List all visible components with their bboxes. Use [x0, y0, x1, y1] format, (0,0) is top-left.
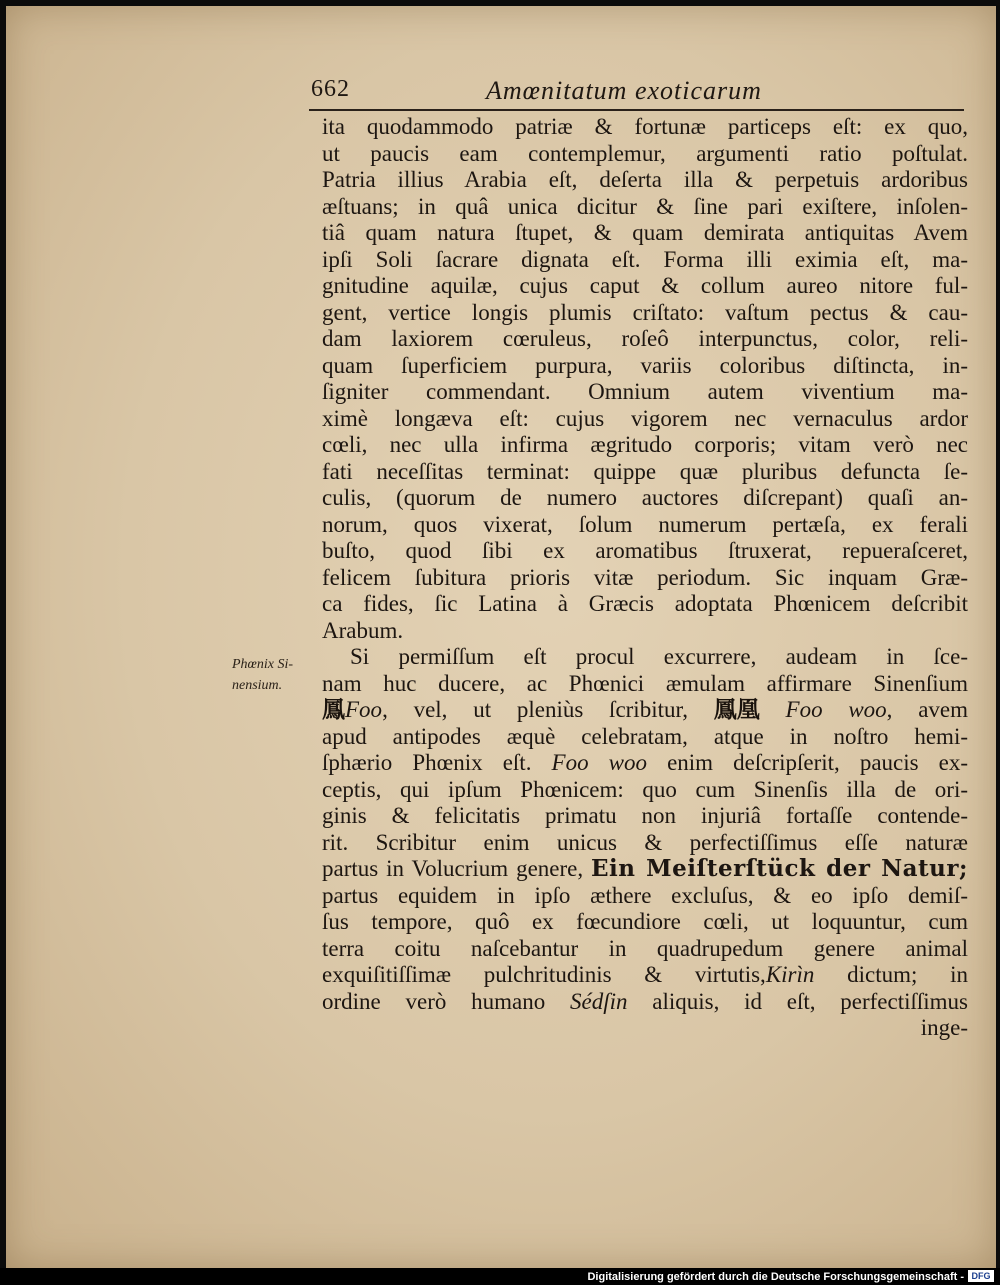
- text-line: ginis & felicitatis primatu non injuriâ fortaſſe contende-: [322, 803, 968, 828]
- text-line: [322, 697, 968, 724]
- text-line: rit. Scribitur enim unicus & perfectiſſimus eſſe naturæ: [322, 829, 968, 855]
- marginal-note-line: nensium.: [232, 678, 283, 693]
- fraktur-phrase: Ein Meiſterſtück der Natur;: [591, 855, 968, 882]
- text-line: quam ſuperficiem purpura, variis coloribus diſtincta, in-: [322, 352, 968, 378]
- text-span: partus in Volucrium genere,: [322, 856, 584, 881]
- text-line: apud antipodes æquè celebratam, atque in noſtro hemi-: [322, 723, 968, 749]
- text-line: [322, 989, 968, 1016]
- text-span: aliquis, id eſt, perfectiſſimus: [652, 988, 969, 1014]
- page-number: 662: [311, 76, 350, 102]
- text-line: buſto, quod ſibi ex aromatibus ſtruxerat, repueraſceret,: [322, 538, 968, 563]
- text-span: , avem: [886, 697, 968, 722]
- text-line: ximè longæva eſt: cujus vigorem nec vernaculus ardor: [322, 405, 968, 431]
- text-line: tiâ quam natura ſtupet, & quam demirata antiquitas Avem: [322, 220, 968, 245]
- romanized-foo-woo: Foo woo: [785, 697, 887, 722]
- romanized-kirin: Kirìn: [765, 962, 815, 987]
- text-line: ſus tempore, quô ex fœcundiore cœli, ut loquuntur, cum: [322, 909, 968, 934]
- book-page: [6, 6, 996, 1268]
- romanized-foo: Foo: [345, 697, 383, 722]
- running-title: Amœnitatum exoticarum: [486, 76, 762, 105]
- text-line: fati neceſſitas terminat: quippe quæ pluribus defuncta ſe-: [322, 458, 968, 484]
- marginal-note-line: Phœnix Si-: [232, 657, 294, 672]
- text-line: [322, 750, 968, 777]
- dfg-logo: DFG: [968, 1270, 994, 1282]
- body-text: [322, 114, 968, 1042]
- text-span: exquiſitiſſimæ pulchritudinis & virtutis,: [322, 962, 766, 987]
- text-line: felicem ſubitura prioris vitæ periodum. Sic inquam Græ-: [322, 564, 968, 590]
- text-span: enim deſcripſerit, paucis ex-: [667, 750, 969, 775]
- text-line: ca fides, ſic Latina à Græcis adoptata Phœnicem deſcribit: [322, 591, 968, 616]
- text-line: ita quodammodo patriæ & fortunæ particeps eſt: ex quo,: [322, 114, 968, 139]
- text-line: norum, quos vixerat, ſolum numerum pertæſa, ex ferali: [322, 511, 968, 537]
- chinese-characters-fenghuang: 鳳凰: [713, 697, 760, 723]
- text-line: ceptis, qui ipſum Phœnicem: quo cum Sinenſis illa de ori-: [322, 776, 968, 802]
- chinese-character-feng: 鳳: [322, 697, 345, 723]
- text-span: ordine verò humano: [322, 988, 546, 1014]
- text-line: ipſi Soli ſacrare dignata eſt. Forma illi eximia eſt, ma-: [322, 246, 968, 272]
- text-line: Patria illius Arabia eſt, deſerta illa & perpetuis ardoribus: [322, 167, 968, 192]
- text-line: culis, (quorum de numero auctores diſcrepant) quaſi an-: [322, 485, 968, 510]
- text-line: cœli, nec ulla infirma ægritudo corporis; vitam verò nec: [322, 432, 968, 457]
- marginal-note: [232, 654, 322, 696]
- text-line: nam huc ducere, ac Phœnici æmulam affirmare Sinenſium: [322, 670, 968, 696]
- text-line: partus equidem in ipſo æthere excluſus, & eo ipſo demiſ-: [322, 882, 968, 908]
- text-line: æſtuans; in quâ unica dicitur & ſine pari exiſtere, inſolen-: [322, 193, 968, 219]
- text-line: terra coitu naſcebantur in quadrupedum genere animal: [322, 935, 968, 961]
- catchword: inge-: [920, 1015, 968, 1040]
- header-rule: [309, 109, 964, 111]
- romanized-foo-woo: Foo woo: [551, 750, 647, 775]
- text-span: dictum; in: [847, 962, 969, 987]
- text-line: ut paucis eam contemplemur, argumenti ratio poſtulat.: [322, 140, 968, 166]
- text-line: gent, vertice longis plumis criſtato: vaſtum pectus & cau-: [322, 299, 968, 325]
- text-line: dam laxiorem cœruleus, roſeô interpunctus, color, reli-: [322, 326, 968, 351]
- text-line: gnitudine aquilæ, cujus caput & collum aureo nitore ful-: [322, 273, 968, 298]
- paragraph-start-line: Si permiſſum eſt procul excurrere, audeam in ſce-: [350, 644, 968, 669]
- romanized-sedsin: Sédſin: [570, 988, 628, 1014]
- funding-credit: Digitalisierung gefördert durch die Deutsche Forschungsgemeinschaft -: [587, 1271, 964, 1283]
- text-line: Arabum.: [322, 617, 404, 643]
- text-line: [322, 856, 968, 883]
- text-span: ſphærio Phœnix eſt.: [322, 750, 532, 775]
- text-line: ſigniter commendant. Omnium autem viventium ma-: [322, 379, 968, 404]
- text-span: , vel, ut pleniùs ſcribitur,: [382, 697, 688, 722]
- text-line: [322, 962, 968, 989]
